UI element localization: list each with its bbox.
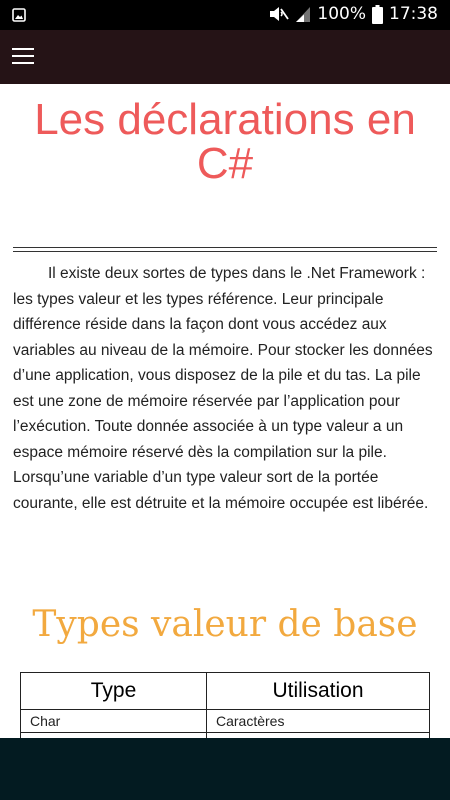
intro-paragraph: Il existe deux sortes de types dans le .Net Framework : les types valeur et les types référence. Leur principale différence réside dans la façon dont vous accédez aux variables au niveau de la mémoire. Pour stocker les données d’une application, vous disposez de la pile et du tas. La pile est une zone de mémoire réservée par l’application pour l’exécution. Toute donnée associée à un type valeur a un espace mémoire réservé dès la compilation sur la pile. Lorsqu’une variable d’un type valeur sort de la portée courante, elle est détruite et la mémoire occupée est libérée. (13, 265, 433, 512)
image-icon (12, 7, 26, 21)
divider-line (13, 247, 437, 248)
section-title: Types valeur de base (32, 604, 418, 645)
battery-percent: 100% (317, 4, 366, 24)
table-cell: Caractères (207, 710, 430, 733)
page-title: Les déclarations en C# (34, 95, 416, 188)
table-cell: Char (21, 710, 207, 733)
article-content[interactable] (0, 84, 450, 738)
table-header-row (21, 673, 430, 710)
divider-line (13, 251, 437, 252)
app-bar (0, 30, 450, 84)
clock: 17:38 (389, 4, 438, 24)
signal-icon (295, 5, 311, 23)
table-header-usage: Utilisation (207, 673, 430, 710)
table-row (21, 710, 430, 733)
status-bar (0, 0, 450, 30)
mute-icon (267, 5, 289, 23)
status-icons (267, 4, 438, 24)
hamburger-menu-icon[interactable] (12, 48, 34, 66)
table-header-type: Type (21, 673, 207, 710)
battery-icon (372, 5, 383, 24)
bottom-bar (0, 738, 450, 800)
